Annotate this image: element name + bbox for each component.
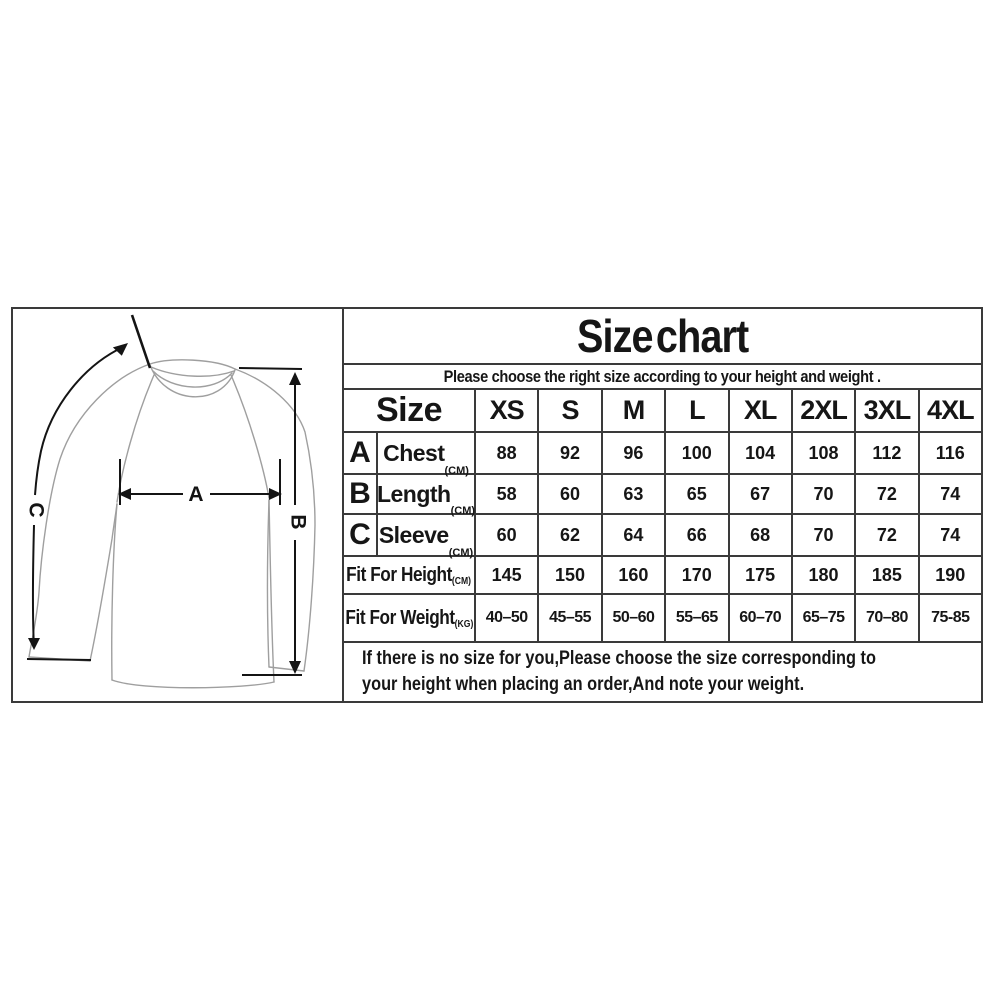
- table-header-row: [344, 390, 981, 431]
- header-size-label: Size: [344, 390, 474, 431]
- value-cell: 150: [539, 557, 600, 593]
- value-cell: 72: [856, 515, 917, 555]
- row-label-fit-height-text: Fit For Height(CM): [346, 563, 472, 587]
- value-cell: 67: [730, 475, 791, 513]
- size-chart-table: [344, 309, 981, 701]
- size-chart-sheet: [11, 307, 983, 703]
- value-cell: 108: [793, 433, 854, 473]
- value-cell: 60: [476, 515, 537, 555]
- header-col-xs: XS: [476, 390, 537, 431]
- value-cell: 112: [856, 433, 917, 473]
- row-label-length-text: Length: [376, 480, 451, 507]
- row-label-fit-height: [344, 557, 474, 593]
- size-note: [344, 643, 981, 701]
- table-row-sleeve: [344, 515, 981, 559]
- value-cell: 175: [730, 557, 791, 593]
- value-cell: 60–70: [730, 595, 791, 641]
- value-cell: 75-85: [920, 595, 981, 641]
- table-row-length: [344, 475, 981, 517]
- row-label-sleeve: [378, 515, 474, 559]
- value-cell: 45–55: [539, 595, 600, 641]
- size-chart-subtitle-text: Please choose the right size according to your height and weight .: [443, 366, 882, 386]
- value-cell: 180: [793, 557, 854, 593]
- row-label-sleeve-text: Sleeve: [378, 521, 449, 548]
- header-col-xl: XL: [730, 390, 791, 431]
- value-cell: 185: [856, 557, 917, 593]
- value-cell: 96: [603, 433, 664, 473]
- dimension-a-label: A: [188, 483, 204, 506]
- row-label-chest: [378, 433, 474, 477]
- header-col-2xl: 2XL: [793, 390, 854, 431]
- value-cell: 50–60: [603, 595, 664, 641]
- value-cell: 64: [603, 515, 664, 555]
- value-cell: 104: [730, 433, 791, 473]
- value-cell: 92: [539, 433, 600, 473]
- value-cell: 145: [476, 557, 537, 593]
- size-chart-title: [344, 309, 981, 363]
- value-cell: 190: [920, 557, 981, 593]
- row-letter-a: A: [344, 433, 376, 473]
- collar-pointer-line: [132, 315, 150, 368]
- value-cell: 100: [666, 433, 727, 473]
- value-cell: 65–75: [793, 595, 854, 641]
- size-chart-subtitle: [344, 365, 981, 388]
- header-col-s: S: [539, 390, 600, 431]
- value-cell: 68: [730, 515, 791, 555]
- value-cell: 62: [539, 515, 600, 555]
- row-letter-b: B: [344, 475, 376, 513]
- table-row-fit-weight: [344, 595, 981, 641]
- shirt-outline: [29, 360, 315, 688]
- header-col-3xl: 3XL: [856, 390, 917, 431]
- value-cell: 40–50: [476, 595, 537, 641]
- table-row-fit-height: [344, 557, 981, 593]
- dimension-b-label: B: [286, 514, 310, 530]
- size-note-line2: your height when placing an order,And note your weight.: [362, 674, 805, 695]
- value-cell: 66: [666, 515, 727, 555]
- shirt-diagram-svg: [13, 309, 342, 701]
- row-label-chest-text: Chest: [383, 439, 445, 466]
- value-cell: 160: [603, 557, 664, 593]
- size-note-line1: If there is no size for you,Please choose the size corresponding to: [362, 647, 876, 669]
- value-cell: 72: [856, 475, 917, 513]
- value-cell: 63: [603, 475, 664, 513]
- value-cell: 116: [920, 433, 981, 473]
- row-unit-chest: (CM): [444, 465, 469, 477]
- row-letter-c: C: [344, 515, 376, 555]
- header-col-l: L: [666, 390, 727, 431]
- value-cell: 70: [793, 515, 854, 555]
- value-cell: 55–65: [666, 595, 727, 641]
- table-row-chest: [344, 433, 981, 477]
- value-cell: 170: [666, 557, 727, 593]
- row-label-fit-weight: [344, 595, 474, 641]
- value-cell: 88: [476, 433, 537, 473]
- value-cell: 74: [920, 515, 981, 555]
- shirt-measurement-diagram: [13, 309, 342, 701]
- size-chart-title-text: Size chart: [576, 310, 749, 362]
- value-cell: 74: [920, 475, 981, 513]
- row-unit-length: (CM): [450, 505, 476, 517]
- dimension-c-label: C: [24, 502, 48, 518]
- value-cell: 65: [666, 475, 727, 513]
- value-cell: 70: [793, 475, 854, 513]
- header-col-4xl: 4XL: [920, 390, 981, 431]
- value-cell: 60: [539, 475, 600, 513]
- row-label-fit-weight-text: Fit For Weight(KG): [345, 606, 473, 630]
- row-label-length: [376, 475, 476, 517]
- value-cell: 58: [476, 475, 537, 513]
- header-col-m: M: [603, 390, 664, 431]
- row-unit-sleeve: (CM): [448, 547, 474, 559]
- value-cell: 70–80: [856, 595, 917, 641]
